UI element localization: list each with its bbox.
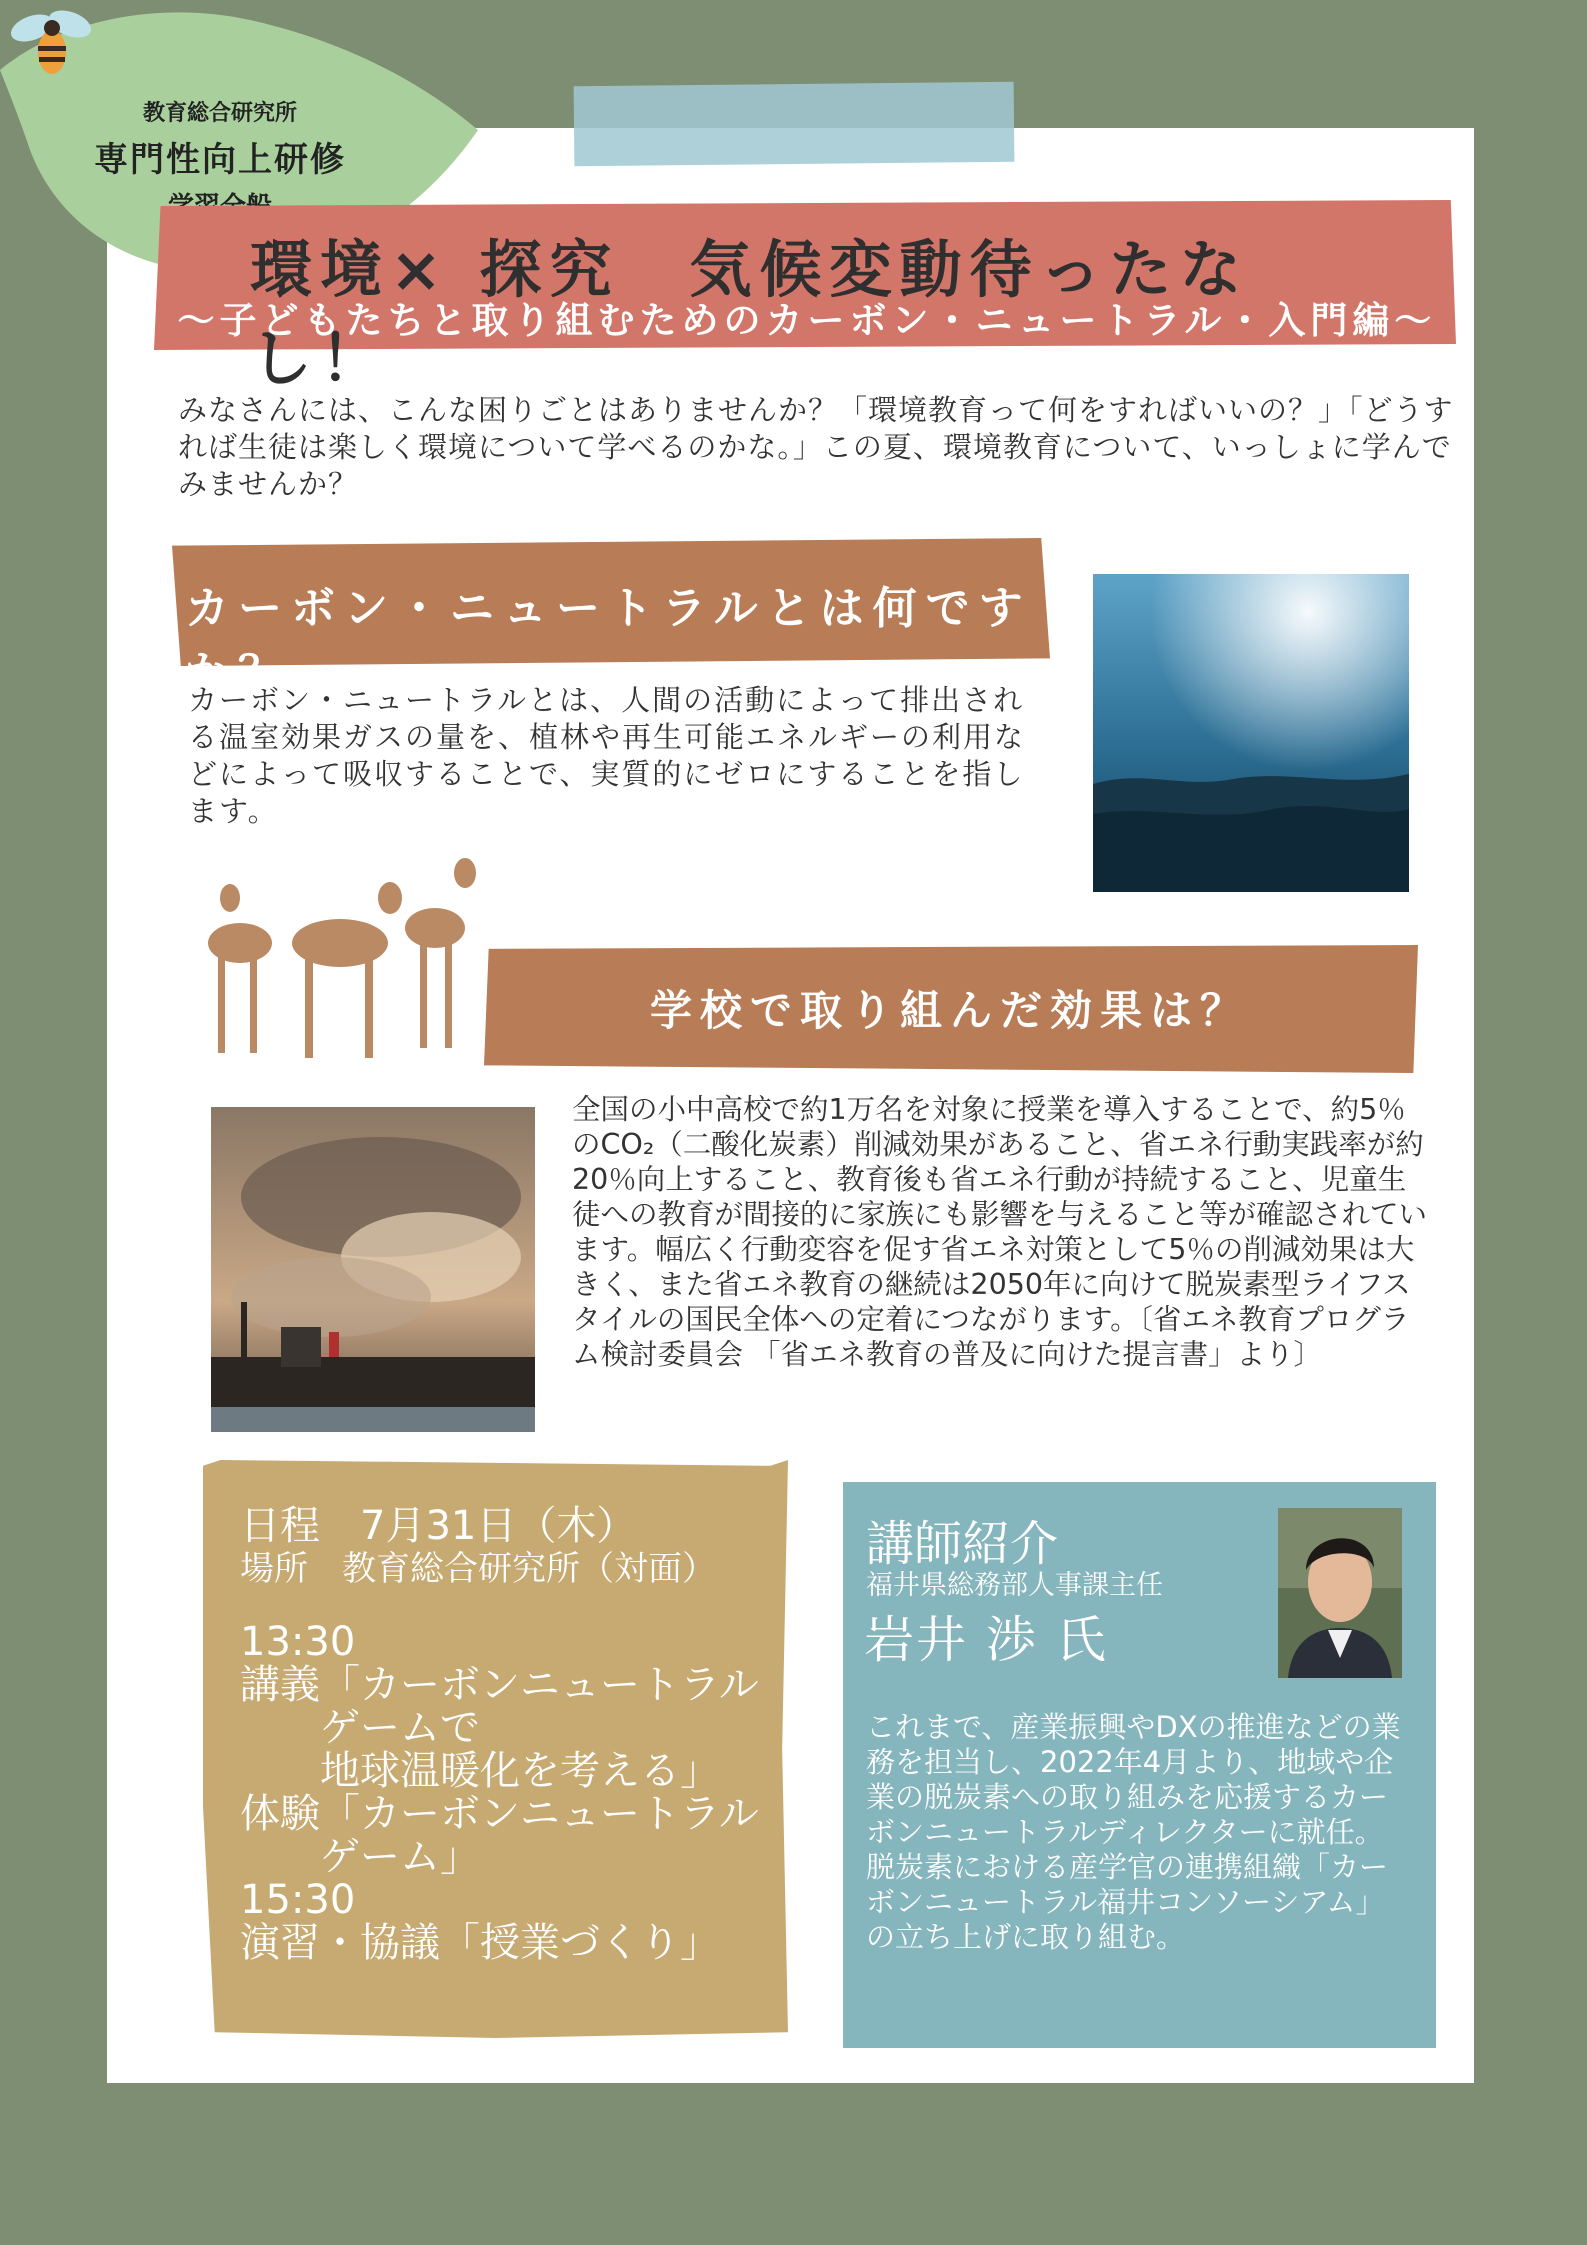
section1-body: カーボン・ニュートラルとは、人間の活動によって排出される温室効果ガスの量を、植林や再生可能エネルギーの利用などによって吸収することで、実質的にゼロにすることを指します。 [188,683,1026,828]
lecturer-bio: これまで、産業振興やDXの推進などの業務を担当し、2022年4月より、地域や企業の脱炭素への取り組みを応援するカーボンニュートラルディレクターに就任。脱炭素における産学官の連携組織「カーボンニュートラル福井コンソーシアム」の立ち上げに取り組む。 [866,1710,1401,1954]
schedule-experience-line-2: ゲーム」 [240,1834,480,1880]
schedule-content [240,1505,780,1965]
tape-strip [574,82,1015,167]
schedule-lecture-line-3: 地球温暖化を考える」 [240,1748,720,1794]
section2-heading: 学校で取り組んだ効果は？ [649,986,1250,1035]
underwater-photo [1093,574,1409,892]
lecturer-heading: 講師紹介 [866,1516,1059,1572]
lecturer-portrait [1278,1508,1402,1678]
section2-body: 全国の小中高校で約1万名を対象に授業を導入することで、約5％のCO₂（二酸化炭素）削減効果があること、省エネ行動実践率が約20％向上すること、教育後も省エネ行動が持続すること、児童生徒への教育が間接的に家族にも影響を与えること等が確認されています。幅広く行動変容を促す省エネ対策として5％の削減効果は大きく、また省エネ教育の継続は2050年に向けて脱炭素型ライフスタイルの国民全体への定着につながります。〔省エネ教育プログラム検討委員会 「省エネ教育の普及に向けた提言書」より〕 [572,1093,1428,1371]
page-title: 環境× 探究 気候変動待ったなし！ [250,233,1250,395]
schedule-date: 日程 7月31日（木） [240,1503,637,1549]
deer-illustration [180,848,490,1066]
schedule-place: 場所 教育総合研究所（対面） [240,1549,716,1589]
training-type: 専門性向上研修 [94,140,346,180]
factory-smoke-photo [211,1107,535,1432]
bee-icon [0,0,100,80]
schedule-lecture-line-1: 講義「カーボンニュートラル [240,1662,759,1708]
schedule-lecture-line-2: ゲームで [240,1705,480,1751]
schedule-time-2: 15:30 [240,1877,356,1923]
org-name: 教育総合研究所 [142,101,297,126]
schedule-experience-line-1: 体験「カーボンニュートラル [240,1791,759,1837]
section1-heading: カーボン・ニュートラルとは何ですか？ [185,583,1032,698]
schedule-time-1: 13:30 [240,1619,356,1665]
page-subtitle: ～子どもたちと取り組むためのカーボン・ニュートラル・入門編～ [177,299,1437,342]
lecturer-affiliation: 福井県総務部人事課主任 [866,1570,1163,1601]
intro-paragraph: みなさんには、こんな困りごとはありませんか？「環境教育って何をすればいいの？」「どうすれば生徒は楽しく環境について学べるのかな。」この夏、環境教育について、いっしょに学んでみませんか？ [178,393,1454,501]
schedule-workshop: 演習・協議「授業づくり」 [240,1920,720,1966]
lecturer-name: 岩井 渉 氏 [864,1611,1108,1669]
